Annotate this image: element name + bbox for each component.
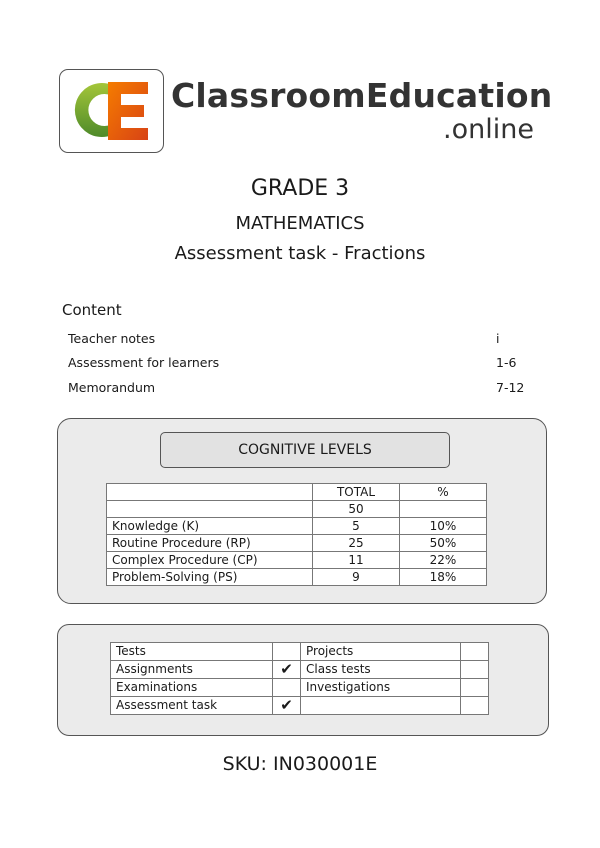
content-row — [68, 355, 528, 370]
table-cell: 5 — [313, 518, 400, 535]
checkmark-icon: ✔ — [273, 661, 301, 679]
checkmark-icon — [461, 679, 489, 697]
content-label: Teacher notes — [68, 331, 156, 346]
cognitive-levels-panel — [57, 418, 547, 604]
task-title: Assessment task - Fractions — [174, 243, 426, 264]
logo — [59, 69, 164, 153]
content-label: Assessment for learners — [68, 355, 220, 370]
table-row — [111, 679, 489, 697]
header-cell: TOTAL — [313, 484, 400, 501]
table-cell: 50% — [400, 535, 487, 552]
checkmark-icon — [273, 679, 301, 697]
checkmark-icon — [461, 643, 489, 661]
assessment-types-table — [110, 642, 489, 715]
brand-domain: .online — [443, 114, 534, 145]
cognitive-levels-table — [106, 483, 487, 586]
table-cell: 22% — [400, 552, 487, 569]
table-cell: 10% — [400, 518, 487, 535]
content-pages: 1-6 — [496, 355, 517, 370]
table-cell: 18% — [400, 569, 487, 586]
brand-name: ClassroomEducation — [171, 76, 553, 115]
table-row — [107, 518, 487, 535]
content-row — [68, 380, 528, 395]
table-cell — [107, 501, 313, 518]
table-cell: 11 — [313, 552, 400, 569]
table-cell: Assignments — [111, 661, 273, 679]
table-cell: Assessment task — [111, 697, 273, 715]
content-row — [68, 331, 528, 346]
table-cell: Investigations — [301, 679, 461, 697]
header-cell: % — [400, 484, 487, 501]
checkmark-icon — [461, 661, 489, 679]
table-cell: Routine Procedure (RP) — [107, 535, 313, 552]
content-label: Memorandum — [68, 380, 156, 395]
table-header-row — [107, 484, 487, 501]
table-row — [111, 697, 489, 715]
content-pages: 7-12 — [496, 380, 525, 395]
content-pages: i — [496, 331, 500, 346]
checkmark-icon — [273, 643, 301, 661]
table-cell — [400, 501, 487, 518]
table-row — [111, 643, 489, 661]
table-cell: 25 — [313, 535, 400, 552]
assessment-types-panel — [57, 624, 549, 736]
checkmark-icon — [461, 697, 489, 715]
table-row — [107, 501, 487, 518]
table-cell: Examinations — [111, 679, 273, 697]
table-cell: Projects — [301, 643, 461, 661]
checkmark-icon: ✔ — [273, 697, 301, 715]
table-cell: 50 — [313, 501, 400, 518]
sku-label: SKU: IN030001E — [222, 753, 378, 775]
table-cell: Class tests — [301, 661, 461, 679]
table-cell: 9 — [313, 569, 400, 586]
content-heading: Content — [62, 301, 122, 319]
table-row — [107, 552, 487, 569]
table-row — [107, 569, 487, 586]
table-cell: Tests — [111, 643, 273, 661]
logo-e-icon — [106, 80, 150, 142]
cognitive-levels-title: COGNITIVE LEVELS — [160, 432, 450, 468]
table-cell: Knowledge (K) — [107, 518, 313, 535]
table-cell: Problem-Solving (PS) — [107, 569, 313, 586]
table-row — [111, 661, 489, 679]
header-cell — [107, 484, 313, 501]
table-cell: Complex Procedure (CP) — [107, 552, 313, 569]
subject-title: MATHEMATICS — [235, 213, 365, 234]
table-cell — [301, 697, 461, 715]
table-row — [107, 535, 487, 552]
grade-title: GRADE 3 — [250, 176, 350, 201]
